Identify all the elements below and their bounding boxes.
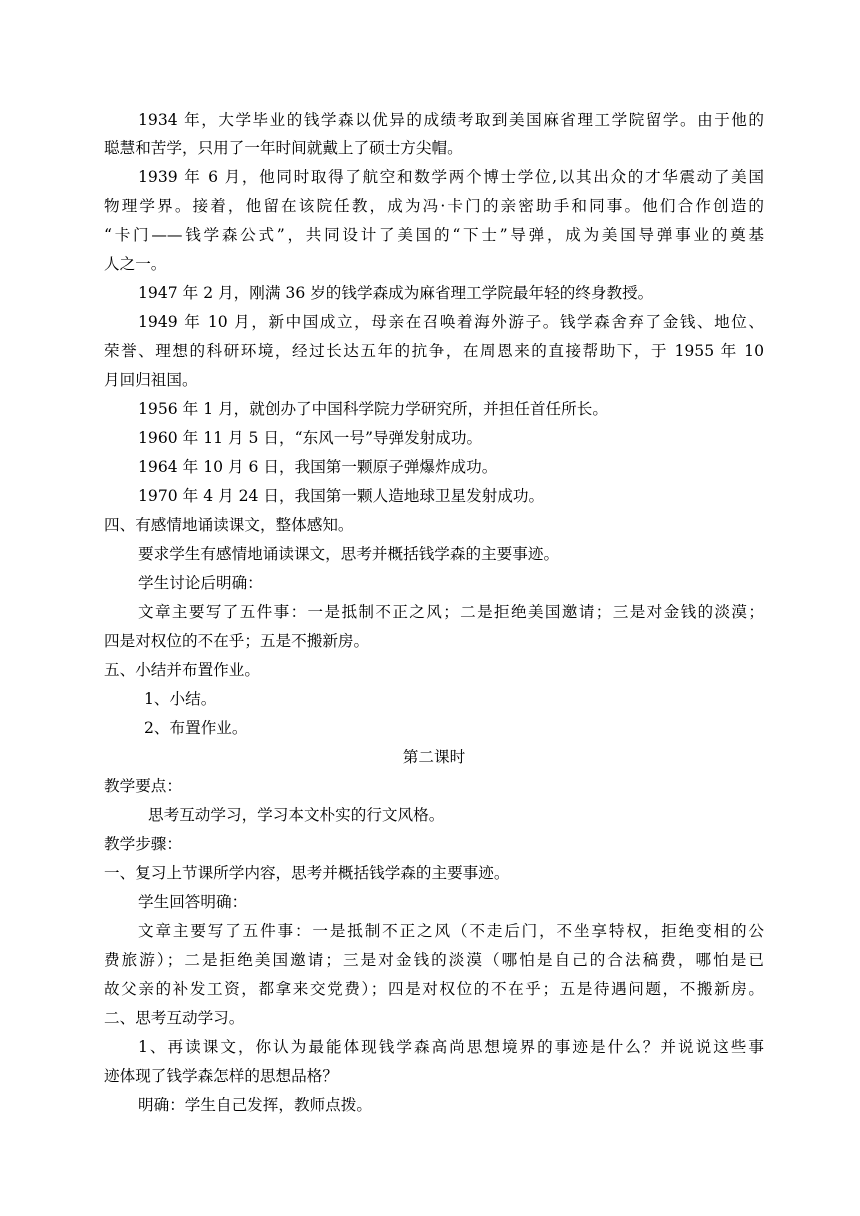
paragraph-line: 学生讨论后明确：	[138, 574, 263, 592]
paragraph-line: 月回归祖国。	[104, 371, 198, 389]
paragraph-line: 聪慧和苦学，只用了一年时间就戴上了硕士方尖帽。	[104, 139, 463, 157]
paragraph-line: 1956 年 1 月，就创办了中国科学院力学研究所，并担任首任所长。	[138, 400, 608, 418]
paragraph-line: 物理学界。接着，他留在该院任教，成为冯·卡门的亲密助手和同事。他们合作创造的	[104, 197, 764, 215]
paragraph-line: 人之一。	[104, 255, 167, 273]
paragraph-line: 迹体现了钱学森怎样的思想品格？	[104, 1067, 338, 1085]
paragraph-line: 1947 年 2 月，刚满 36 岁的钱学森成为麻省理工学院最年轻的终身教授。	[138, 284, 654, 302]
lesson-title: 第二课时	[402, 748, 466, 766]
paragraph-line: 费旅游）；二是拒绝美国邀请；三是对金钱的淡漠（哪怕是自己的合法稿费，哪怕是已	[104, 951, 764, 969]
paragraph-line: 学生回答明确：	[138, 893, 248, 911]
paragraph-line: 1939 年 6 月，他同时取得了航空和数学两个博士学位,以其出众的才华震动了美国	[138, 168, 764, 186]
paragraph-line: 1964 年 10 月 6 日，我国第一颗原子弹爆炸成功。	[138, 458, 498, 476]
list-item: 2、布置作业。	[144, 719, 248, 737]
paragraph-line: 1934 年，大学毕业的钱学森以优异的成绩考取到美国麻省理工学院留学。由于他的	[138, 111, 764, 129]
paragraph-line: 1949 年 10 月，新中国成立，母亲在召唤着海外游子。钱学森舍弃了金钱、地位、	[138, 313, 764, 331]
paragraph-line: 四是对权位的不在乎；五是不搬新房。	[104, 632, 370, 650]
section-heading: 五、小结并布置作业。	[104, 661, 260, 679]
paragraph-line: 思考互动学习，学习本文朴实的行文风格。	[148, 806, 445, 824]
section-heading: 一、复习上节课所学内容，思考并概括钱学森的主要事迹。	[104, 864, 510, 882]
paragraph-line: 要求学生有感情地诵读课文，思考并概括钱学森的主要事迹。	[138, 545, 560, 563]
paragraph-line: “卡门——钱学森公式”，共同设计了美国的“下士”导弹，成为美国导弹事业的奠基	[104, 226, 764, 244]
paragraph-line: 1970 年 4 月 24 日，我国第一颗人造地球卫星发射成功。	[138, 487, 545, 505]
paragraph-line: 1、再读课文，你认为最能体现钱学森高尚思想境界的事迹是什么？并说说这些事	[138, 1038, 764, 1056]
list-item: 1、小结。	[144, 690, 217, 708]
section-heading: 教学步骤：	[104, 835, 182, 853]
paragraph-line: 文章主要写了五件事：一是抵制不正之风；二是拒绝美国邀请；三是对金钱的淡漠；	[138, 603, 764, 621]
section-heading: 四、有感情地诵读课文，整体感知。	[104, 516, 354, 534]
paragraph-line: 1960 年 11 月 5 日，“东风一号”导弹发射成功。	[138, 429, 483, 447]
section-heading: 二、思考互动学习。	[104, 1009, 245, 1027]
paragraph-line: 文章主要写了五件事：一是抵制不正之风（不走后门，不坐享特权，拒绝变相的公	[138, 922, 764, 940]
paragraph-line: 明确：学生自己发挥，教师点拨。	[138, 1096, 372, 1114]
paragraph-line: 荣誉、理想的科研环境，经过长达五年的抗争，在周恩来的直接帮助下，于 1955 年 10	[104, 342, 764, 360]
section-heading: 教学要点：	[104, 777, 182, 795]
paragraph-line: 故父亲的补发工资，都拿来交党费）；四是对权位的不在乎；五是待遇问题，不搬新房。	[104, 980, 764, 998]
